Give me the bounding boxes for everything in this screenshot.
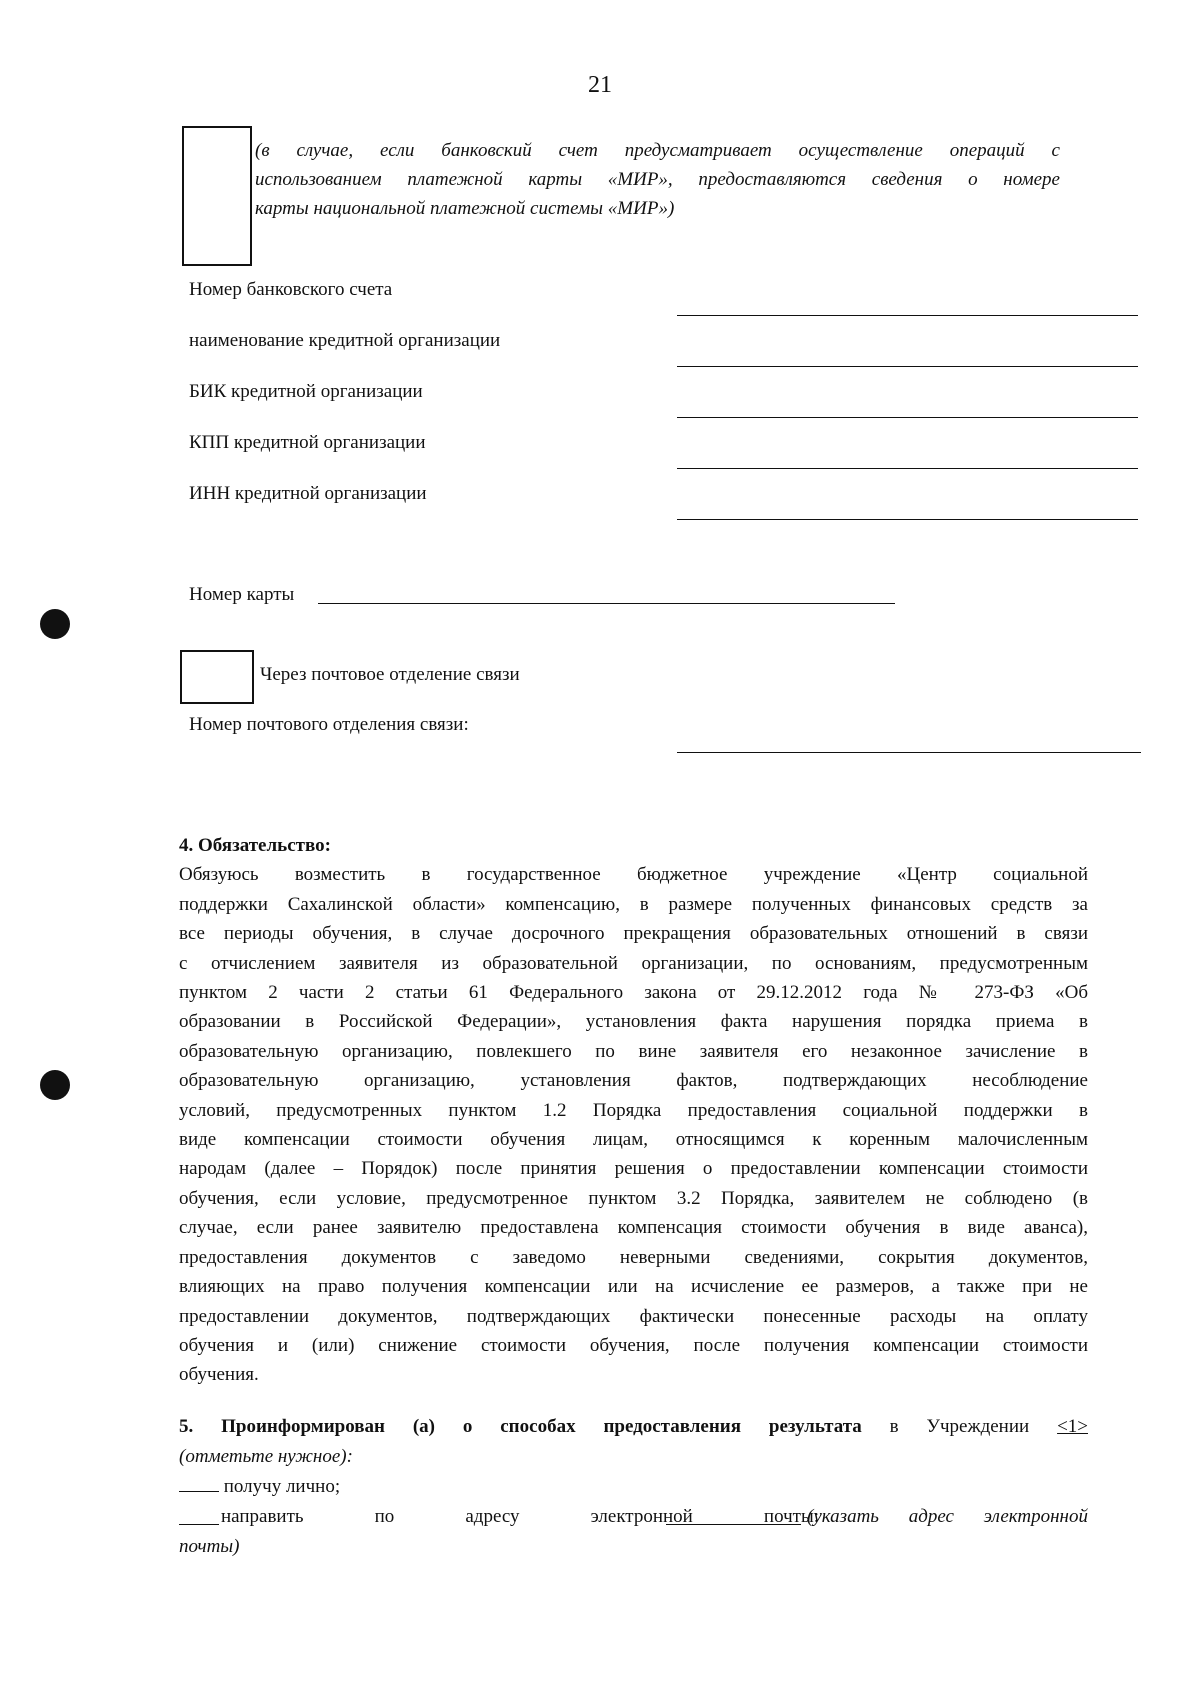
email-hint-continuation: почты) bbox=[179, 1536, 240, 1557]
obligation-line: все периоды обучения, в случае досрочного прекращения образовательных отношений в связи bbox=[179, 923, 1088, 945]
obligation-line: предоставлении документов, подтверждающих фактически понесенные расходы на оплату bbox=[179, 1305, 1088, 1327]
kpp-field[interactable] bbox=[677, 468, 1138, 469]
account-number-field[interactable] bbox=[677, 315, 1138, 316]
option-personal-row bbox=[179, 1472, 1088, 1502]
bik-field[interactable] bbox=[677, 417, 1138, 418]
option-email-checkline[interactable] bbox=[179, 1506, 219, 1525]
page-number: 21 bbox=[588, 72, 612, 98]
credit-org-name-field[interactable] bbox=[677, 366, 1138, 367]
mir-note-line: использованием платежной карты «МИР», предоставляются сведения о номере bbox=[255, 169, 1060, 190]
bik-label: БИК кредитной организации bbox=[189, 381, 423, 402]
post-office-number-label: Номер почтового отделения связи: bbox=[189, 714, 469, 735]
email-hint: (указать адрес электронной bbox=[807, 1506, 1088, 1527]
obligation-line: с отчислением заявителя из образовательной организации, по основаниям, предусмотренным bbox=[179, 952, 1088, 974]
obligation-line: народам (далее – Порядок) после принятия решения о предоставлении компенсации стоимости bbox=[179, 1158, 1088, 1180]
obligation-line: образовательную организацию, установления фактов, подтверждающих несоблюдение bbox=[179, 1070, 1088, 1092]
obligation-text bbox=[179, 860, 1088, 1389]
obligation-line: обучения, если условие, предусмотренное пунктом 3.2 Порядка, заявителем не соблюдено (в bbox=[179, 1187, 1088, 1209]
section-4-heading: 4. Обязательство: bbox=[179, 835, 331, 856]
obligation-line: случае, если ранее заявителю предоставлена компенсация стоимости обучения в виде аванса), bbox=[179, 1217, 1088, 1239]
post-office-number-field[interactable] bbox=[677, 752, 1141, 753]
card-number-field[interactable] bbox=[318, 603, 895, 604]
option-personal-checkline[interactable] bbox=[179, 1473, 219, 1492]
obligation-line: обучения. bbox=[179, 1364, 259, 1386]
inn-field[interactable] bbox=[677, 519, 1138, 520]
obligation-line: условий, предусмотренных пунктом 1.2 Порядка предоставления социальной поддержки в bbox=[179, 1099, 1088, 1121]
account-number-label: Номер банковского счета bbox=[189, 279, 393, 300]
obligation-line: образовании в Российской Федерации», установления факта нарушения порядка приема в bbox=[179, 1011, 1088, 1033]
obligation-line: поддержки Сахалинской области» компенсацию, в размере полученных финансовых средств за bbox=[179, 893, 1088, 915]
footnote-ref: <1> bbox=[1057, 1416, 1088, 1437]
binder-hole bbox=[40, 609, 70, 639]
option-email-label: направить по адресу электронной почты: bbox=[221, 1506, 819, 1527]
obligation-line: влияющих на право получения компенсации или на исчисление ее размеров, а также при не bbox=[179, 1276, 1088, 1298]
email-address-field[interactable] bbox=[666, 1506, 801, 1525]
option-email-row bbox=[179, 1502, 1088, 1532]
obligation-line: пунктом 2 части 2 статьи 61 Федерального закона от 29.12.2012 года № 273-ФЗ «Об bbox=[179, 982, 1088, 1004]
section-5-heading-bold: 5. Проинформирован (а) о способах предоставления результата bbox=[179, 1416, 862, 1437]
mir-card-checkbox[interactable] bbox=[182, 126, 252, 266]
post-office-checkbox[interactable] bbox=[180, 650, 254, 704]
mir-note-line: (в случае, если банковский счет предусматривает осуществление операций с bbox=[255, 140, 1060, 161]
obligation-section bbox=[179, 831, 1088, 1390]
section-5-heading bbox=[179, 1412, 1088, 1442]
credit-org-name-label: наименование кредитной организации bbox=[189, 330, 501, 351]
result-delivery-section bbox=[179, 1412, 1088, 1562]
kpp-label: КПП кредитной организации bbox=[189, 432, 426, 453]
obligation-line: обучения и (или) снижение стоимости обучения, после получения компенсации стоимости bbox=[179, 1334, 1088, 1356]
mir-note-line: карты национальной платежной системы «МИР») bbox=[255, 198, 675, 219]
option-personal-label: получу лично; bbox=[223, 1476, 341, 1497]
obligation-line: Обязуюсь возместить в государственное бюджетное учреждение «Центр социальной bbox=[179, 864, 1088, 886]
obligation-line: предоставления документов с заведомо неверными сведениями, сокрытия документов, bbox=[179, 1246, 1088, 1268]
card-number-label: Номер карты bbox=[189, 584, 295, 605]
binder-hole bbox=[40, 1070, 70, 1100]
section-5-instruction: (отметьте нужное): bbox=[179, 1446, 353, 1467]
obligation-line: виде компенсации стоимости обучения лицам, относящимся к коренным малочисленным bbox=[179, 1129, 1088, 1151]
inn-label: ИНН кредитной организации bbox=[189, 483, 427, 504]
section-5-heading-rest: в Учреждении bbox=[861, 1416, 1058, 1437]
obligation-line: образовательную организацию, повлекшего по вине заявителя его незаконное зачисление в bbox=[179, 1040, 1088, 1062]
mir-card-note bbox=[255, 136, 1060, 223]
post-office-option-label: Через почтовое отделение связи bbox=[260, 664, 520, 685]
